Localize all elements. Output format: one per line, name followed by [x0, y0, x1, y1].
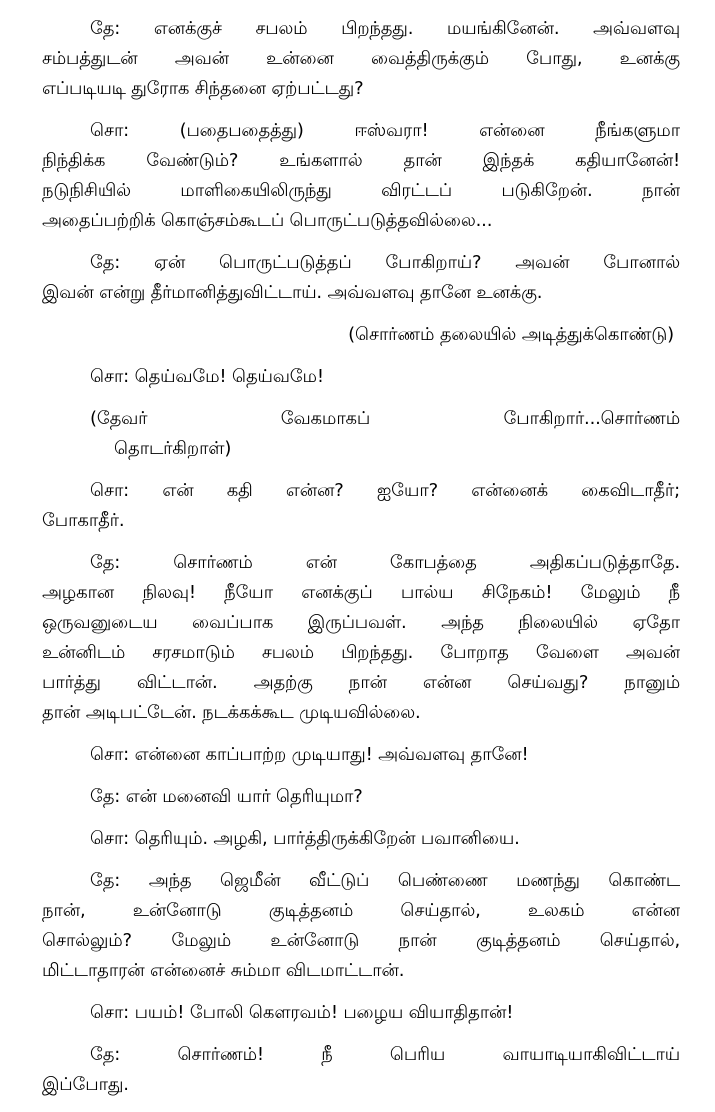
text-line: இப்போது.	[42, 1074, 129, 1095]
text-line: தே: எனக்குச் சபலம் பிறந்தது. மயங்கினேன். அவ்வளவு	[90, 18, 680, 39]
text-line: சொ: பயம்! போலி கௌரவம்! பழைய வியாதிதான்!	[90, 1002, 514, 1023]
dialogue-paragraph	[42, 782, 680, 812]
dialogue-paragraph	[42, 362, 680, 392]
text-line: நான், உன்னோடு குடித்தனம் செய்தால், உலகம் என்ன	[42, 900, 680, 921]
dialogue-paragraph	[42, 14, 680, 104]
text-line: போகாதீர்.	[42, 510, 125, 531]
text-line: மிட்டாதாரன் என்னைச் சும்மா விடமாட்டான்.	[42, 960, 405, 981]
text-line: தான் அடிபட்டேன். நடக்கக்கூட முடியவில்லை.	[42, 702, 421, 723]
text-line: தே: அந்த ஜெமீன் வீட்டுப் பெண்ணை மணந்து கொண்ட	[90, 870, 680, 891]
text-line: நிந்திக்க வேண்டும்? உங்களால் தான் இந்தக் கதியானேன்!	[42, 150, 680, 171]
dialogue-paragraph	[42, 998, 680, 1028]
text-line: சொல்லும்? மேலும் உன்னோடு நான் குடித்தனம் செய்தால்,	[42, 930, 680, 951]
text-line: தே: ஏன் பொருட்படுத்தப் போகிறாய்? அவன் போனால்	[90, 252, 680, 273]
text-line: தொடர்கிறாள்)	[114, 438, 232, 459]
dialogue-paragraph	[42, 866, 680, 986]
text-line: உன்னிடம் சரசமாடும் சபலம் பிறந்தது. போறாத வேளை அவன்	[42, 642, 680, 663]
text-line: சொ: தெய்வமே! தெய்வமே!	[90, 366, 324, 387]
text-line: சொ: (பதைபதைத்து) ஈஸ்வரா! என்னை நீங்களுமா	[90, 120, 680, 141]
text-line: சொ: என்னை காப்பாற்ற முடியாது! அவ்வளவு தானே!	[90, 744, 529, 765]
text-line: அதைப்பற்றிக் கொஞ்சம்கூடப் பொருட்படுத்தவில்லை...	[42, 210, 493, 231]
text-line: இவன் என்று தீர்மானித்துவிட்டாய். அவ்வளவு தானே உனக்கு.	[42, 282, 543, 303]
text-line: நடுநிசியில் மாளிகையிலிருந்து விரட்டப் படுகிறேன். நான்	[42, 180, 680, 201]
text-line: சொ: என் கதி என்ன? ஐயோ? என்னைக் கைவிடாதீர்;	[90, 480, 680, 501]
text-line: (தேவர் வேகமாகப் போகிறார்...சொர்ணம்	[90, 408, 680, 429]
text-line: சம்பத்துடன் அவன் உன்னை வைத்திருக்கும் போது, உனக்கு	[42, 48, 680, 69]
dialogue-paragraph	[42, 116, 680, 236]
text-line: தே: சொர்ணம் என் கோபத்தை அதிகப்படுத்தாதே.	[90, 552, 680, 573]
text-line: தே: என் மனைவி யார் தெரியுமா?	[90, 786, 363, 807]
text-line: தே: சொர்ணம்! நீ பெரிய வாயாடியாகிவிட்டாய்	[90, 1044, 680, 1065]
text-line: சொ: தெரியும். அழகி, பார்த்திருக்கிறேன் பவானியை.	[90, 828, 520, 849]
text-line: எப்படியடி துரோக சிந்தனை ஏற்பட்டது?	[42, 78, 364, 99]
dialogue-paragraph	[42, 824, 680, 854]
stage-direction: (சொர்ணம் தலையில் அடித்துக்கொண்டு)	[348, 324, 674, 345]
dialogue-paragraph	[42, 1040, 680, 1100]
dialogue-paragraph	[42, 476, 680, 536]
stage-direction	[42, 404, 680, 464]
text-line: அழகான நிலவு! நீயோ எனக்குப் பால்ய சிநேகம்! மேலும் நீ	[42, 582, 680, 603]
dialogue-paragraph	[42, 248, 680, 308]
text-line: ஒருவனுடைய வைப்பாக இருப்பவள். அந்த நிலையில் ஏதோ	[42, 612, 680, 633]
text-line: பார்த்து விட்டான். அதற்கு நான் என்ன செய்வது? நானும்	[42, 672, 680, 693]
book-page	[42, 14, 680, 1112]
dialogue-paragraph	[42, 740, 680, 770]
dialogue-paragraph	[42, 548, 680, 728]
